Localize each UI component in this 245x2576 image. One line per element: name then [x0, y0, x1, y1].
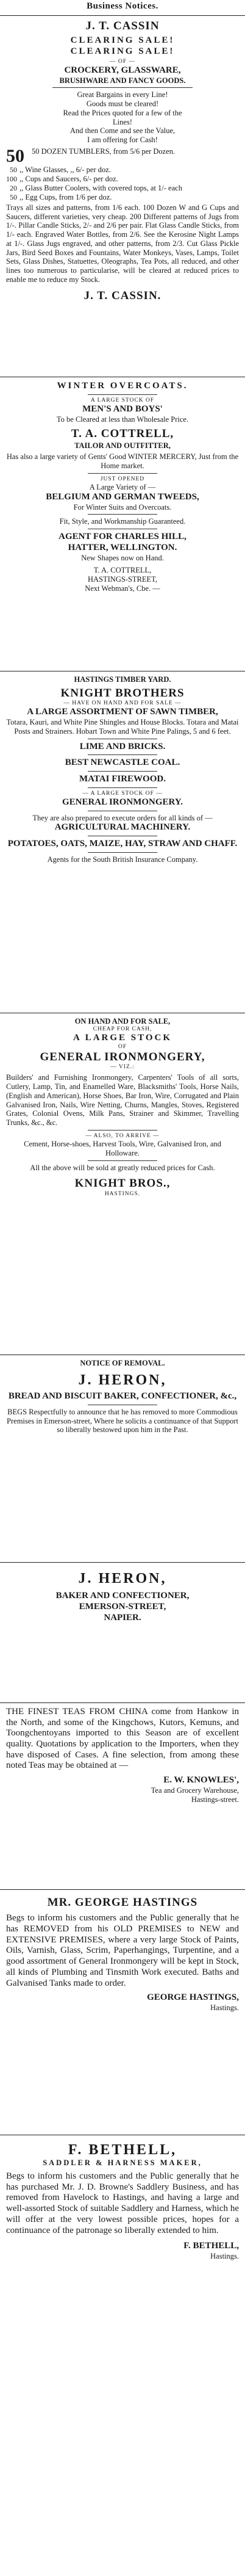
iron-heading: GENERAL IRONMONGERY,	[40, 1050, 205, 1063]
intro-line: I am offering for Cash!	[87, 136, 158, 145]
item-row	[6, 193, 239, 202]
ad-bethell	[0, 2135, 245, 2562]
ad-cassin	[0, 15, 245, 377]
goods-heading: CROCKERY, GLASSWARE,	[64, 65, 181, 75]
ad-title: J. HERON,	[78, 1571, 167, 1586]
ad-heron-baker	[0, 1562, 245, 1702]
fit-line: Fit, Style, and Workmanship Guaranteed.	[59, 517, 186, 526]
divider	[52, 87, 192, 88]
ad-signature-street: HASTINGS-STREET,	[87, 575, 157, 584]
hand-line: — HAVE ON HAND AND FOR SALE —	[63, 700, 182, 707]
street-line: EMERSON-STREET,	[79, 1602, 166, 1612]
matai-heading: MATAI FIREWOOD.	[79, 773, 166, 784]
ad-signature: J. T. CASSIN.	[83, 289, 162, 302]
ad-hastings	[0, 1889, 245, 2135]
iron-heading: GENERAL IRONMONGERY.	[62, 797, 183, 807]
winter-heading: WINTER OVERCOATS.	[57, 381, 188, 391]
tweeds-heading: BELGIUM AND GERMAN TWEEDS,	[46, 491, 199, 502]
signature-line: Hastings-street.	[191, 1795, 239, 1804]
intro-line: And then Come and see the Value,	[69, 126, 176, 136]
trade-line: SADDLER & HARNESS MAKER,	[43, 2158, 202, 2168]
ad-signature: KNIGHT BROS.,	[74, 1177, 171, 1190]
coal-heading: BEST NEWCASTLE COAL.	[65, 758, 180, 768]
ad-title: T. A. COTTRELL,	[71, 427, 174, 441]
sale-heading: ON HAND AND FOR SALE,	[74, 1017, 171, 1026]
orders-line: They are also prepared to execute orders for all kinds of —	[32, 813, 213, 822]
item-qty: 20	[10, 183, 17, 192]
divider	[88, 514, 158, 515]
potatoes-heading: POTATOES, OATS, MAIZE, HAY, STRAW AND CHAFF.	[7, 838, 238, 848]
brushware-heading: BRUSHWARE AND FANCY GOODS.	[59, 76, 186, 85]
ad-knight-ironmongery	[0, 1013, 245, 1355]
item-row	[6, 175, 239, 184]
viz-line: — VIZ.:	[110, 1064, 135, 1071]
trade-line: BAKER AND CONFECTIONER,	[55, 1591, 190, 1601]
ad-body: Begs to inform his customers and the Public generally that he has REMOVED from his OLD PREMISES to NEW and EXTENSIVE PREMISES, where a very large Stock of Paints, Oils, Varnish, Glass, Scrim, Paperhangings, Turpentine, and a good assortment of General Ironmongery will be kept in Stock, all kinds of Plumbing and Tinsmith Work executed. Baths and Galvanised Tanks made to order.	[6, 1913, 239, 1988]
ad-signature: F. BETHELL,	[183, 2241, 239, 2251]
of-line: — OF —	[110, 58, 135, 65]
ad-title: J. T. CASSIN	[85, 20, 160, 32]
hatter-heading: HATTER, WELLINGTON.	[68, 542, 177, 552]
ad-body: Builders' and Furnishing Ironmongery, Carpenters' Tools of all sorts, Cutlery, Lamp, Tin, and Enamelled Ware, Blacksmiths' Tools, Horse Nails, (English and American), Horse Shoes, Bar Iron, Wire, Corrugated and Plain Galvanised Iron, Nails, Wire Netting, Churns, Mangles, Stoves, Registered Grates, Colonial Ovens, Milk Pans, Strainer and Skimmer, Travelling Trunks, &c., &c.	[6, 1073, 239, 1127]
cleared-line: To be Cleared at less than Wholesale Price.	[56, 414, 189, 424]
mens-heading: MEN'S AND BOYS'	[82, 403, 163, 414]
ad-title: KNIGHT BROTHERS	[60, 686, 185, 700]
divider	[88, 473, 158, 474]
intro-line: Read the Prices quoted for a few of the	[63, 108, 182, 117]
ad-signature: E. W. KNOWLES',	[163, 1775, 239, 1785]
yard-heading: HASTINGS TIMBER YARD.	[74, 675, 171, 684]
item-row	[6, 184, 239, 193]
item-row	[6, 165, 239, 175]
agent-heading: AGENT FOR CHARLES HILL,	[59, 532, 186, 542]
intro-line: Great Bargains in every Line!	[77, 90, 168, 99]
ad-title: MR. GEORGE HASTINGS	[47, 1896, 198, 1909]
trade-line: BREAD AND BISCUIT BAKER, CONFECTIONER, &c.,	[8, 1391, 237, 1402]
ad-cottrell	[0, 377, 245, 671]
stock-line: — A LARGE STOCK OF —	[82, 790, 163, 797]
item-text: ,, Wine Glasses, ,, 6/- per doz.	[20, 165, 111, 174]
item-text: ,, Glass Butter Coolers, with covered tops, at 1/- each	[20, 183, 182, 192]
ad-body: BEGS Respectfully to announce that he has removed to more Commodious Premises in Emerson-street, Where he solicits a continuance of that Support so liberally bestowed upon him in the Past.	[7, 1407, 238, 1435]
lime-heading: LIME AND BRICKS.	[79, 741, 166, 751]
variety-line: Has also a large variety of Gents' Good WINTER MERCERY, Just from the Home market.	[6, 452, 239, 471]
location-line: Hastings.	[210, 2003, 239, 2012]
tumblers-text: 50 DOZEN TUMBLERS, from 5/6 per Dozen.	[32, 147, 176, 156]
cheap-line: CHEAP FOR CASH,	[93, 1026, 152, 1032]
item-qty: 50	[10, 165, 17, 174]
ad-signature: GEORGE HASTINGS,	[147, 1992, 239, 2003]
notice-heading: NOTICE OF REMOVAL.	[80, 1359, 165, 1367]
opened-line: JUST OPENED	[100, 476, 145, 482]
ad-title: F. BETHELL,	[68, 2142, 177, 2158]
assort-heading: A LARGE ASSORTMENT OF SAWN TIMBER,	[27, 707, 218, 717]
ad-signature: T. A. COTTRELL,	[93, 566, 152, 575]
divider	[88, 754, 158, 755]
intro-line: Lines!	[113, 117, 132, 126]
variety2-line: A Large Variety of —	[89, 483, 156, 492]
page-heading: Business Notices.	[87, 1, 158, 11]
item-text: ,, Egg Cups, from 1/6 per doz.	[20, 192, 112, 201]
divider	[88, 787, 158, 788]
divider	[88, 852, 158, 853]
role-line: TAILOR AND OUTFITTER,	[74, 441, 171, 450]
ad-body: Begs to inform his customers and the Public generally that he has purchased Mr. J. D. Browne's Saddlery Business, and has removed from Havelock to Hastings, and having a large and well-assorted Stock of suitable Saddlery and Harness, which he will offer at the very lowest possible prices, hopes for a continuance of the patronage so liberally extended to him.	[6, 2171, 239, 2235]
ad-signature-note: Next Webman's, Cbe. —	[85, 584, 160, 593]
ag-heading: AGRICULTURAL MACHINERY.	[54, 822, 191, 833]
ad-knowles	[0, 1702, 245, 1889]
divider	[88, 1160, 158, 1161]
all-line: All the above will be sold at greatly reduced prices for Cash.	[30, 1163, 215, 1172]
divider	[88, 394, 158, 395]
ad-body: THE FINEST TEAS FROM CHINA come from Hankow in the North, and some of the Kingchows, Kutors, Kemuns, and Toongchentoyans imported to this Season are of excellent quality. Quotations by application to the Importers, when they have disposed of Cases. A fine selection, from among these noted Teas may be obtained at —	[6, 1707, 239, 1771]
item-qty: 50	[10, 192, 17, 201]
item-qty: 100	[6, 174, 17, 183]
signature-line: Tea and Grocery Warehouse,	[151, 1785, 239, 1795]
ad-knight-timber	[0, 671, 245, 1013]
divider	[88, 1130, 158, 1131]
for-line: For Winter Suits and Overcoats.	[73, 502, 172, 512]
agents-line: Agents for the South British Insurance Company.	[47, 855, 198, 864]
divider	[88, 771, 158, 772]
item-text: ,, Cups and Saucers, 6/- per doz.	[20, 174, 118, 183]
stock-line: A LARGE STOCK OF	[90, 397, 155, 403]
clearing-sale-line: CLEARING SALE!	[70, 46, 175, 57]
clearing-sale-line: CLEARING SALE!	[70, 35, 175, 46]
timber-list: Totara, Kauri, and White Pine Shingles and House Blocks. Totara and Matai Posts and Strainers. Hobart Town and White Pine Palings, 5 and 6 feet.	[6, 718, 239, 736]
location-line: HASTINGS.	[104, 1190, 141, 1197]
ad-title: J. HERON,	[78, 1372, 167, 1388]
shapes-line: New Shapes now on Hand.	[81, 553, 164, 562]
intro-line: Goods must be cleared!	[86, 99, 159, 109]
arrive-line: — ALSO, TO ARRIVE —	[85, 1132, 160, 1139]
stock-heading: A LARGE STOCK	[73, 1032, 172, 1043]
town-line: NAPIER.	[104, 1612, 141, 1623]
ad-body: Trays all sizes and patterns, from 1/6 each. 100 Dozen W and G Cups and Saucers, different varieties, very cheap. 200 Different patterns of Jugs from 1/-. Pillar Candle Sticks, 2/- and 2/6 per pair. Flat Glass Candle Sticks, from 1/- each. Engraved Water Bottles, from 2/6. See the Kerosine Night Lamps at 1/-. Glass Jugs engraved, and other patterns, from 2/3. Cut Glass Pickle Jars, Bird Seed Boxes and Fountains, Water Monkeys, Vases, Lamps, Toilet Sets, Glass Dishes, Statuettes, Oleographs, Tea Pots, all reduced, and other lines too numerous to particularise, will be cleared at reduced prices to enable me to reduce my Stock.	[6, 203, 239, 284]
location-line: Hastings.	[210, 2251, 239, 2260]
ad-heron-removal	[0, 1355, 245, 1562]
of-line: OF	[118, 1043, 127, 1050]
tumblers-row: 50 50 DOZEN TUMBLERS, from 5/6 per Dozen.	[6, 147, 239, 165]
cement-line: Cement, Horse-shoes, Harvest Tools, Wire, Galvanised Iron, and Holloware.	[24, 1140, 221, 1157]
